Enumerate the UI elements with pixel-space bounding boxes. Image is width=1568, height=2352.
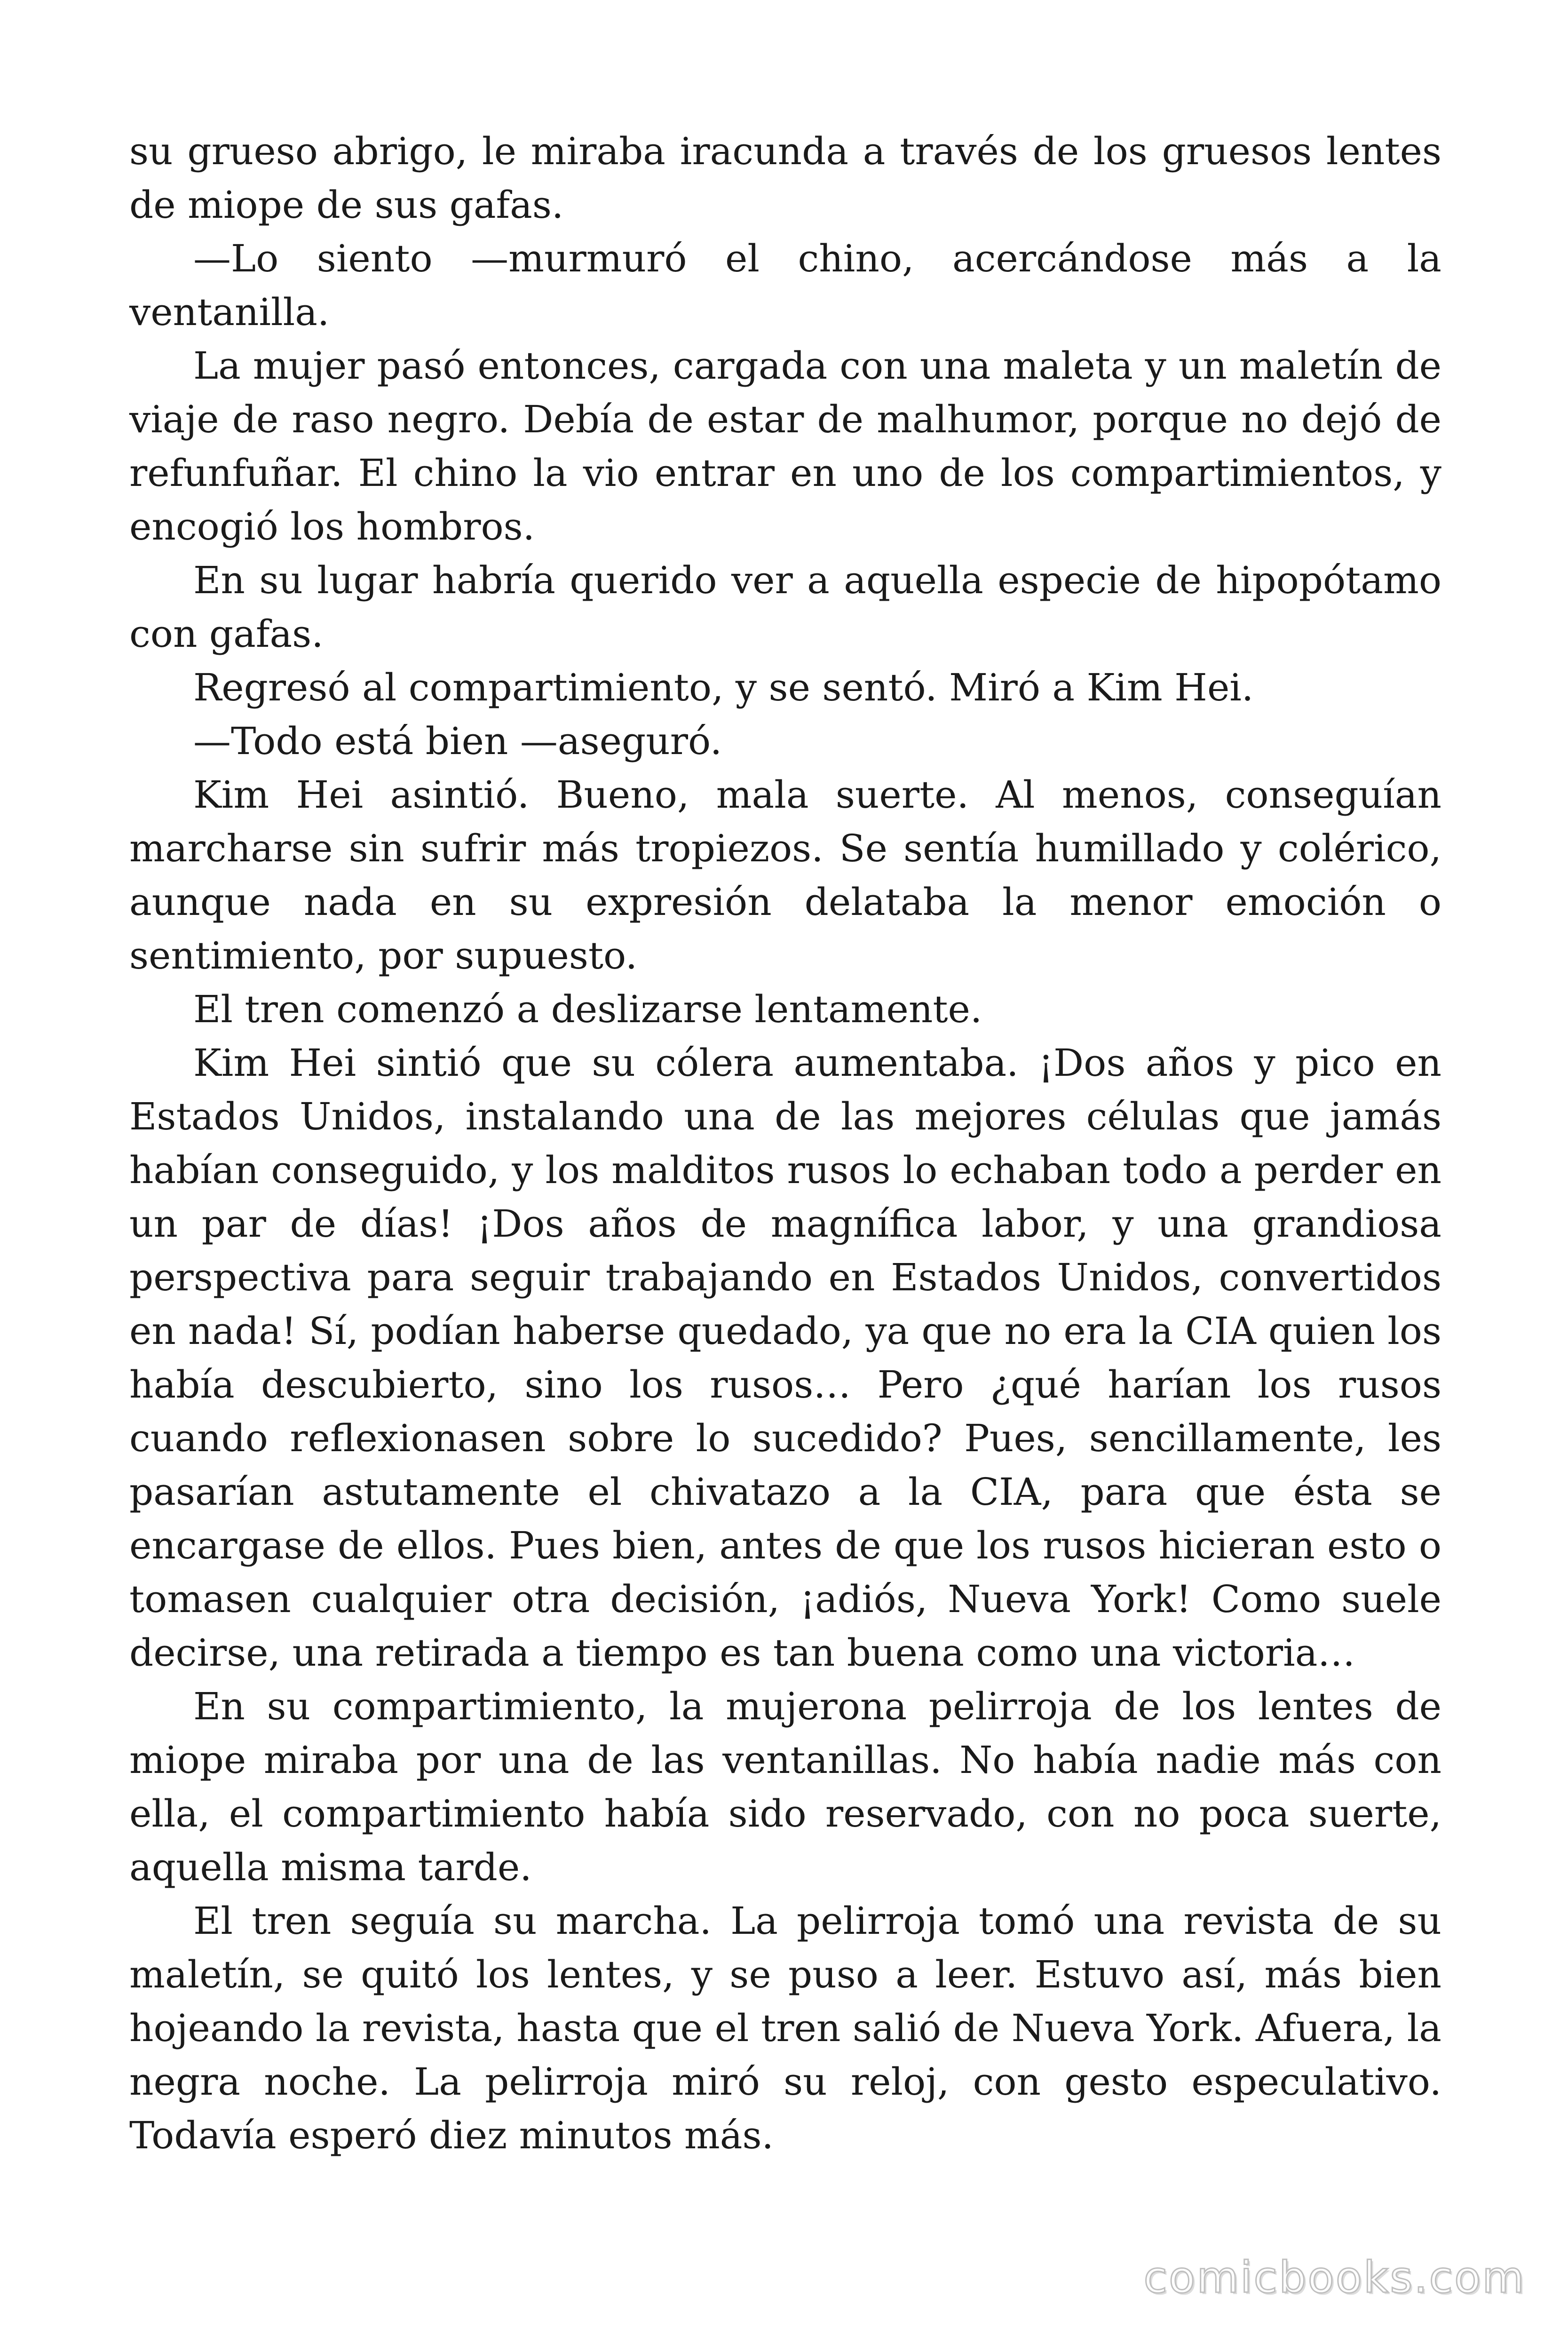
paragraph: El tren seguía su marcha. La pelirroja tomó una revista de su maletín, se quitó los lentes, y se puso a leer. Estuvo así, más bien hojeando la revista, hasta que el tren salió de Nueva York. Afuera, la negra noche. La pelirroja miró su reloj, con gesto especulativo. Todavía esperó diez minutos más.	[129, 1899, 1441, 2157]
paragraph: Kim Hei sintió que su cólera aumentaba. ¡Dos años y pico en Estados Unidos, instalando una de las mejores células que jamás habían conseguido, y los malditos rusos lo echaban todo a perder en un par de días! ¡Dos años de magnífica labor, y una grandiosa perspectiva para seguir trabajando en Estados Unidos, convertidos en nada! Sí, podían haberse quedado, ya que no era la CIA quien los había descubierto, sino los rusos… Pero ¿qué harían los rusos cuando reflexionasen sobre lo sucedido? Pues, sencillamente, les pasarían astutamente el chivatazo a la CIA, para que ésta se encargase de ellos. Pues bien, antes de que los rusos hicieran esto o tomasen cualquier otra decisión, ¡adiós, Nueva York! Como suele decirse, una retirada a tiempo es tan buena como una victoria…	[129, 1041, 1441, 1675]
paragraph: La mujer pasó entonces, cargada con una maleta y un maletín de viaje de raso negro. Debía de estar de malhumor, porque no dejó de refunfuñar. El chino la vio entrar en uno de los compartimientos, y encogió los hombros.	[129, 344, 1441, 548]
paragraph: Kim Hei asintió. Bueno, mala suerte. Al menos, conseguían marcharse sin sufrir más tropiezos. Se sentía humillado y colérico, aunque nada en su expresión delataba la menor emoción o sentimiento, por supuesto.	[129, 773, 1441, 977]
paragraph: su grueso abrigo, le miraba iracunda a través de los gruesos lentes de miope de sus gafas.	[129, 129, 1441, 227]
body-text	[129, 125, 1441, 2162]
paragraph: —Lo siento —murmuró el chino, acercándose más a la ventanilla.	[129, 237, 1441, 334]
paragraph: En su compartimiento, la mujerona pelirroja de los lentes de miope miraba por una de las ventanillas. No había nadie más con ella, el compartimiento había sido reservado, con no poca suerte, aquella misma tarde.	[129, 1685, 1441, 1889]
paragraph: —Todo está bien —aseguró.	[193, 719, 722, 763]
paragraph: En su lugar habría querido ver a aquella especie de hipopótamo con gafas.	[129, 558, 1441, 656]
watermark: comicbooks.com	[1143, 2252, 1526, 2303]
paragraph: El tren comenzó a deslizarse lentamente.	[193, 987, 982, 1031]
paragraph: Regresó al compartimiento, y se sentó. Miró a Kim Hei.	[193, 666, 1254, 709]
